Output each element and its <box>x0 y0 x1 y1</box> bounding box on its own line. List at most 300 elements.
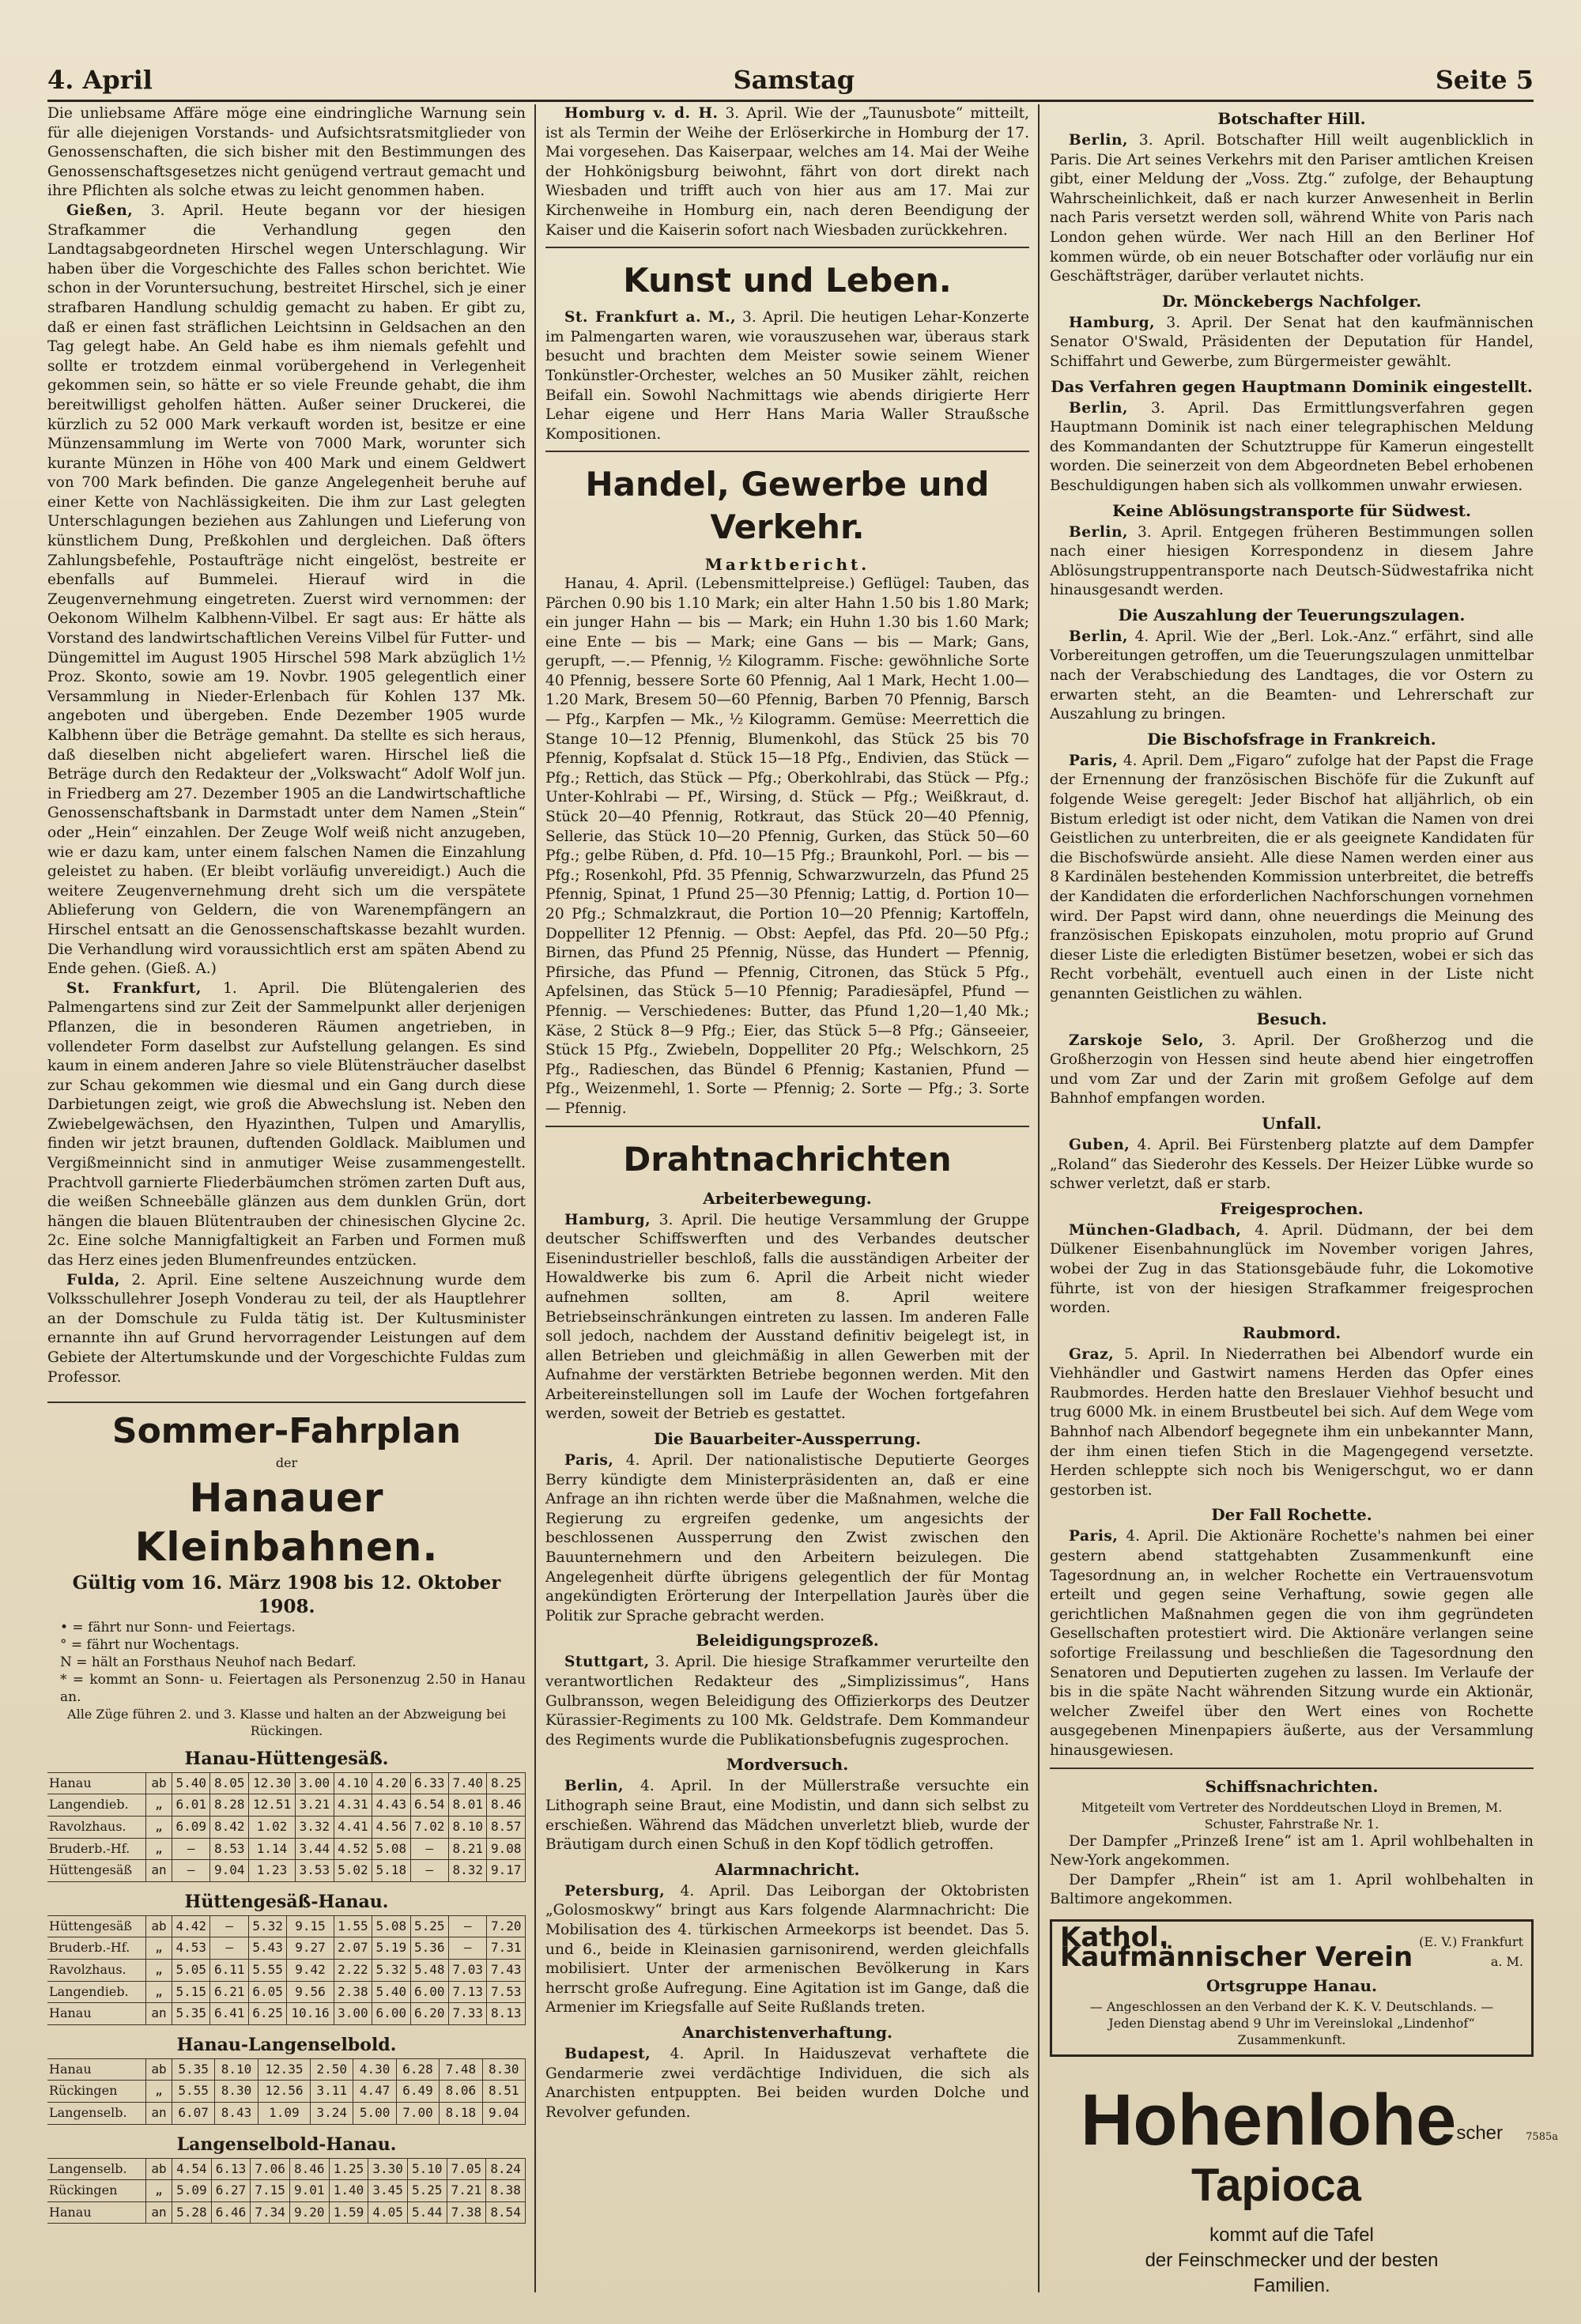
departure-time: 6.00 <box>372 2003 410 2025</box>
article <box>545 2045 1029 2122</box>
divider <box>47 1402 526 1403</box>
departure-time: 5.25 <box>407 2180 447 2202</box>
station-name: Hanau <box>47 2003 146 2025</box>
arrival-marker: „ <box>146 1959 172 1981</box>
departure-time: 5.05 <box>172 1959 210 1981</box>
dateline: Berlin, <box>1069 523 1128 541</box>
article <box>1050 1032 1534 1109</box>
divider <box>545 247 1029 248</box>
departure-time: 7.40 <box>449 1772 487 1794</box>
divider <box>545 451 1029 452</box>
departure-time: — <box>410 1838 448 1860</box>
departure-time: 5.36 <box>410 1937 448 1960</box>
departure-time: 1.09 <box>258 2102 310 2124</box>
advert-number: 7585a <box>1526 2131 1558 2144</box>
timetable-row <box>47 1794 526 1817</box>
advert-slogan: Familien. <box>1253 2275 1330 2297</box>
timetable-row <box>47 1838 526 1860</box>
departure-time: 8.21 <box>449 1838 487 1860</box>
departure-time: 4.43 <box>372 1794 410 1817</box>
column-rule-2 <box>1038 104 1040 2292</box>
dateline: Stuttgart, <box>564 1654 650 1671</box>
departure-time: 8.42 <box>210 1816 248 1838</box>
departure-time: 12.30 <box>248 1772 295 1794</box>
timetable <box>47 1915 526 2025</box>
timetable-row <box>47 1959 526 1981</box>
ship-note: Mitgeteilt vom Vertreter des Norddeutschen Lloyd in Bremen, M. Schuster, Fahrstraße Nr. 1. <box>1081 1799 1503 1832</box>
departure-time: 6.28 <box>396 2058 439 2081</box>
arrival-marker: „ <box>146 1981 172 2003</box>
departure-time: 7.33 <box>449 2003 487 2025</box>
departure-time: — <box>449 1937 487 1960</box>
advert-header <box>1060 1921 1523 1973</box>
article <box>545 1653 1029 1750</box>
departure-time: 7.13 <box>449 1981 487 2003</box>
departure-time: 8.06 <box>440 2081 482 2103</box>
article <box>1050 131 1534 287</box>
dateline: Homburg v. d. H. <box>564 105 719 122</box>
dateline: Berlin, <box>1069 628 1128 645</box>
departure-time: 7.53 <box>487 1981 526 2003</box>
station-name: Hüttengesäß <box>47 1915 146 1937</box>
departure-time: 6.20 <box>410 2003 448 2025</box>
timetable-row <box>47 2081 526 2103</box>
station-name: Hanau <box>47 2201 146 2224</box>
article <box>1050 1345 1534 1501</box>
column-left <box>47 104 526 2292</box>
brand-suffix: scher <box>1456 2122 1503 2144</box>
timetable-heading: Hanau-Langenselbold. <box>176 2034 397 2055</box>
arrival-marker: ab <box>146 1915 172 1937</box>
header-date: 4. April <box>47 65 153 95</box>
article-text: 4. April. Düdmann, der bei dem Dülkener Eisenbahnunglück im November vorigen Jahres, wobei der Zug in das Stationsgebäude fuhr, die Lokomotive führte, ist von der hiesigen Strafkammer freigesprochen worden. <box>1050 1221 1534 1317</box>
departure-time: 5.15 <box>172 1981 210 2003</box>
advert-slogan: kommt auf die Tafel <box>1209 2224 1374 2247</box>
departure-time: 8.57 <box>487 1816 526 1838</box>
departure-time: 8.46 <box>487 1794 526 1817</box>
subheading: Anarchistenverhaftung. <box>682 2022 892 2042</box>
station-name: Rückingen <box>47 2081 146 2103</box>
article <box>1050 314 1534 372</box>
subheading: Unfall. <box>1262 1113 1322 1133</box>
article-text: 4. April. In der Müllerstraße versuchte ein Lithograph seine Braut, eine Modistin, und dann sich selbst zu erschießen. Während das Mädchen unverletzt blieb, wurde der Bräutigam durch einen Schuß in den Kopf tödlich getroffen. <box>545 1778 1029 1854</box>
advert-tapioca <box>1050 2080 1558 2299</box>
arrival-marker: ab <box>146 1772 172 1794</box>
subheading: Der Fall Rochette. <box>1211 1505 1372 1525</box>
departure-time: 7.38 <box>447 2201 486 2224</box>
advert-slogan: der Feinschmecker und der besten <box>1145 2250 1439 2272</box>
dateline: Graz, <box>1069 1345 1115 1363</box>
timetable-row <box>47 1860 526 1882</box>
departure-time: 3.24 <box>311 2102 353 2124</box>
departure-time: 1.25 <box>329 2158 368 2180</box>
departure-time: 7.20 <box>487 1915 526 1937</box>
arrival-marker: „ <box>146 1937 172 1960</box>
article-text: 3. April. Botschafter Hill weilt augenblicklich in Paris. Die Art seines Verkehrs mit den Pariser amtlichen Kreisen gibt, einer Meldung der „Voss. Ztg.“ zufolge, der Behauptung Wahrscheinlichkeit, daß er nach kurzer Anwesenheit in Berlin nach Paris versetzt werden soll, während White von Paris nach London gehen würde. Wer nach Hill an den Berliner Hof kommen würde, ob ein neuer Botschafter oder vorläufig nur ein Geschäftsträger, darüber verlautet nichts. <box>1050 132 1534 285</box>
departure-time: 6.49 <box>396 2081 439 2103</box>
article <box>545 104 1029 240</box>
departure-time: 8.38 <box>486 2180 526 2202</box>
departure-time: 9.42 <box>287 1959 334 1981</box>
timetable-article: der <box>275 1455 298 1471</box>
dateline: Gießen, <box>66 202 134 219</box>
departure-time: 8.10 <box>449 1816 487 1838</box>
departure-time: 7.05 <box>447 2158 486 2180</box>
header-page-number: Seite 5 <box>1435 65 1534 95</box>
departure-time: 7.03 <box>449 1959 487 1981</box>
dateline: Paris, <box>1069 1528 1119 1545</box>
legend-item: N = hält an Forsthaus Neuhof nach Bedarf. <box>60 1654 357 1670</box>
advert-line: Jeden Dienstag abend 9 Uhr im Vereinslokal „Lindenhof“ Zusammenkunft. <box>1108 2016 1475 2048</box>
timetable-row <box>47 2201 526 2224</box>
timetable-tables <box>47 1747 526 2224</box>
departure-time: 7.43 <box>487 1959 526 1981</box>
article-text: 4. April. In Haiduszevat verhaftete die Gendarmerie zwei verdächtige Individuen, die sich als Anarchisten entpuppten. Bei beiden wurden Dolche und Revolver gefunden. <box>545 2045 1029 2121</box>
subheading: Arbeiterbewegung. <box>703 1188 872 1208</box>
dateline: Petersburg, <box>564 1882 666 1900</box>
departure-time: 8.25 <box>487 1772 526 1794</box>
departure-time: 1.14 <box>248 1838 295 1860</box>
departure-time: 3.45 <box>368 2180 408 2202</box>
departure-time: 7.02 <box>410 1816 448 1838</box>
departure-time: 12.51 <box>248 1794 295 1817</box>
timetable-row <box>47 2058 526 2081</box>
departure-time: 9.04 <box>210 1860 248 1882</box>
departure-time: 5.02 <box>334 1860 372 1882</box>
departure-time: — <box>172 1838 210 1860</box>
timetable <box>47 2158 526 2224</box>
timetable-validity: Gültig vom 16. März 1908 bis 12. Oktober 1908. <box>72 1571 501 1617</box>
dateline: Paris, <box>564 1452 614 1469</box>
departure-time: 4.31 <box>334 1794 372 1817</box>
article <box>1050 1221 1534 1319</box>
departure-time: 1.02 <box>248 1816 295 1838</box>
departure-time: 8.13 <box>487 2003 526 2025</box>
subheading: Die Bauarbeiter-Aussperrung. <box>653 1429 922 1449</box>
departure-time: — <box>410 1860 448 1882</box>
departure-time: 6.11 <box>210 1959 248 1981</box>
timetable-row <box>47 2003 526 2025</box>
article-text: 4. April. Bei Fürstenberg platzte auf dem Dampfer „Roland“ das Siederohr des Kessels. Der Heizer Lübke wurde so schwer verletzt, daß er starb. <box>1050 1136 1534 1193</box>
departure-time: 8.28 <box>210 1794 248 1817</box>
advert-kaufmaennischer-verein <box>1050 1919 1534 2057</box>
advert-line: — Angeschlossen an den Verband der K. K. V. Deutschlands. — <box>1089 1999 1494 2015</box>
article-text: 5. April. In Niederrathen bei Albendorf wurde ein Viehhändler und Gastwirt namens Herden das Opfer eines Raubmordes. Herden hatte den Breslauer Viehhof besucht und trug 6000 Mk. in einem Brustbeutel bei sich. Auf dem Wege vom Bahnhof nach Albendorf begegnete ihm ein unbekannter Mann, der ihm einen tiefen Stich in die Magengegend versetzte. Herden schleppte sich noch bis Wenigerschgut, wo er dann gestorben ist. <box>1050 1345 1534 1499</box>
dateline: Guben, <box>1069 1136 1130 1153</box>
arrival-marker: „ <box>146 1794 172 1817</box>
arrival-marker: „ <box>146 2081 172 2103</box>
departure-time: 4.30 <box>353 2058 396 2081</box>
departure-time: 6.27 <box>211 2180 251 2202</box>
departure-time: 5.10 <box>407 2158 447 2180</box>
station-name: Hanau <box>47 1772 146 1794</box>
subheading: Dr. Mönckebergs Nachfolger. <box>1161 291 1422 311</box>
departure-time: 6.09 <box>172 1816 210 1838</box>
dateline: St. Frankfurt, <box>66 979 202 997</box>
departure-time: 5.48 <box>410 1959 448 1981</box>
arrival-marker: an <box>146 1860 172 1882</box>
departure-time: 1.55 <box>334 1915 372 1937</box>
arrival-marker: „ <box>146 1816 172 1838</box>
departure-time: 6.46 <box>211 2201 251 2224</box>
article <box>1050 1136 1534 1194</box>
timetable-row <box>47 2102 526 2124</box>
subheading: Mordversuch. <box>726 1755 849 1775</box>
article <box>47 202 526 979</box>
timetable-row <box>47 2180 526 2202</box>
timetable-heading: Hanau-Hüttengesäß. <box>184 1748 389 1769</box>
departure-time: 4.05 <box>368 2201 408 2224</box>
column-right <box>1050 104 1558 2297</box>
departure-time: 6.13 <box>211 2158 251 2180</box>
departure-time: 8.54 <box>486 2201 526 2224</box>
page-header <box>47 60 1534 102</box>
article <box>1050 1527 1534 1760</box>
column-rule-1 <box>534 104 536 2292</box>
departure-time: 3.11 <box>311 2081 353 2103</box>
departure-time: 2.07 <box>334 1937 372 1960</box>
dateline: Berlin, <box>1069 399 1128 417</box>
dateline: München-Gladbach, <box>1069 1221 1242 1239</box>
departure-time: 4.56 <box>372 1816 410 1838</box>
advert-brand <box>1080 2080 1558 2212</box>
column-middle <box>545 104 1029 2292</box>
arrival-marker: „ <box>146 1838 172 1860</box>
article-text: 3. April. Heute begann vor der hiesigen Strafkammer die Verhandlung gegen den Landtagsabgeordneten Hirschel wegen Unterschlagung. Wir haben über die Vorgeschichte des Falles schon berichtet. Wie schon in der Voruntersuchung, bestreitet Hirschel, sich je einer strafbaren Handlung schuldig gemacht zu haben. Er gibt zu, daß er einen fast sträflichen Leichtsinn in Geldsachen an den Tag gelegt habe. An Geld habe es ihm niemals gefehlt und sollte er trotzdem einmal vorübergehend in Verlegenheit gekommen sein, so hätte er so viele Freunde gehabt, die ihm bereitwilligst geholfen hätten. Außer seiner Druckerei, die kürzlich zu 52 000 Mark verkauft worden ist, besitze er eine Münzensammlung im Werte von 7000 Mark, worunter sich kurante Münzen in Höhe von 400 Mark und einem Geldwert von 700 Mark befinden. Die ganze Angelegenheit beruhe auf einer Kette von Nachlässigkeiten. Die ihm zur Last gelegten Unterschlagungen beziehen aus Zahlungen und Lieferung von künstlichem Dung, Preßkohlen und dergleichen. Daß öfters Zahlungsbefehle, Postaufträge nicht eingelöst, bestreite er ebenfalls auf Bummelei. Hierauf wird in die Zeugenvernehmung eingetreten. Zuerst wird vernommen: der Oekonom Wilhelm Kalbhenn-Vilbel. Er sagt aus: Er hätte als Vorstand des landwirtschaftlichen Vereins Vilbel für Futter- und Düngemittel im August 1905 Hirschel 598 Mark abzüglich 1½ Proz. Skonto, sowie am 19. Novbr. 1905 gelegentlich einer Versammlung in Nieder-Erlenbach für Kohlen 137 Mk. angeboten und übergeben. Ende Dezember 1905 wurde Kalbhenn über die Beträge gemahnt. Da stellte es sich heraus, daß dieselben nicht abgeliefert waren. Hirschel ließ die Beträge durch den Redakteur der „Volkswacht“ Adolf Wolf jun. in Friedberg am 27. Dezember 1905 an die Landwirtschaftliche Genossenschaftsbank in Darmstadt unter dem Namen „Stein“ oder „Hein“ einzahlen. Der Zeuge Wolf weiß nicht anzugeben, wie er dazu kam, unter einem falschen Namen die Einzahlung geleistet zu haben. (Er bleibt vorläufig unvereidigt.) Auch die weitere Zeugenvernehmung dreht sich um die verspätete Ablieferung von Geldern, die von Warenempfängern an Hirschel entsatt an die Genossenschaftskasse bezahlt wurden. Die Verhandlung wird voraussichtlich erst am späten Abend zu Ende gehen. (Gieß. A.) <box>47 202 526 978</box>
departure-time: 9.17 <box>487 1860 526 1882</box>
departure-time: 8.30 <box>482 2058 525 2081</box>
departure-time: 5.25 <box>410 1915 448 1937</box>
departure-time: 5.32 <box>248 1915 286 1937</box>
departure-time: 8.46 <box>289 2158 329 2180</box>
departure-time: 5.08 <box>372 1838 410 1860</box>
station-name: Langenselb. <box>47 2158 146 2180</box>
departure-time: 7.00 <box>396 2102 439 2124</box>
article-text: 1. April. Die Blütengalerien des Palmengartens sind zur Zeit der Sammelpunkt aller derjenigen Pflanzen, die in besonderen Räumen angetrieben, in vollendeter Form daselbst zur Aufstellung gelangen. Es sind kaum in einem anderen Jahre so viele Blütensträucher daselbst zur Schau gekommen wie diesmal und ein Gang durch diese Darbietungen zeigt, wie groß die Abwechslung ist. Neben den Zwiebelgewächsen, den Hyazinthen, Tulpen und Amaryllis, finden wir jetzt braunen, duftenden Goldlack. Maiblumen und Vergißmeinnicht sind in anmutiger Weise zusammengestellt. Prachtvoll garnierte Fliederbäumchen strömen zarten Duft aus, die weißen Schneebälle glänzen aus dem dunklen Grün, dort hängen die blauen Blütentrauben der chinesischen Glycine 2c. 2c. Eine solche Mannigfaltigkeit an Farben und Formen muß das Herz eines jeden Blumenfreundes entzücken. <box>47 979 526 1270</box>
dateline: Hamburg, <box>564 1211 651 1228</box>
station-name: Bruderb.-Hf. <box>47 1838 146 1860</box>
departure-time: 3.44 <box>296 1838 334 1860</box>
advert-location: (E. V.) Frankfurt a. M. <box>1419 1934 1523 1969</box>
departure-time: 5.43 <box>248 1937 286 1960</box>
departure-time: 7.06 <box>251 2158 290 2180</box>
timetable-row <box>47 1816 526 1838</box>
timetable-heading: Langenselbold-Hanau. <box>176 2133 397 2155</box>
departure-time: 1.40 <box>329 2180 368 2202</box>
departure-time: 9.27 <box>287 1937 334 1960</box>
timetable-row <box>47 1981 526 2003</box>
article <box>545 1451 1029 1626</box>
section-heading: Drahtnachrichten <box>623 1139 952 1179</box>
departure-time: 5.09 <box>172 2180 212 2202</box>
departure-time: 9.04 <box>482 2102 525 2124</box>
article <box>1050 628 1534 725</box>
departure-time: 4.10 <box>334 1772 372 1794</box>
article-text: 3. April. Wie der „Taunusbote“ mitteilt, ist als Termin der Weihe der Erlöserkirche in Homburg der 17. Mai vorgesehen. Das Kaiserpaar, welches am 14. Mai der Weihe der Hohkönigsburg beiwohnt, fährt von dort direkt nach Wiesbaden und trifft auch von hier aus am 17. Mai zur Kirchenweihe in Homburg ein, nach deren Beendigung der Kaiser und die Kaiserin sofort nach Wiesbaden zurückkehren. <box>545 105 1029 239</box>
article-text: 4. April. Dem „Figaro“ zufolge hat der Papst die Frage der Ernennung der französischen Bischöfe für die Zukunft auf folgende Weise geregelt: Jeder Bischof hat alljährlich, ob ein Bistum erledigt ist oder nicht, dem Vatikan die Namen von drei Geistlichen zu unterbreiten, die er als geeignete Kandidaten für die Bischofswürde ansieht. Alle diese Namen werden einer aus 8 Kardinälen bestehenden Kommission unterbreitet, die betreffs der Kandidaten die erforderlichen Nachforschungen vornehmen wird. Der Papst wird dann, ohne neuerdings die Meinung des französischen Episkopats einzuholen, motu proprio auf Grund dieser Liste die erledigten Bistümer besetzen, wobei er sich das Recht vorbehält, eventuell auch einen in der Liste nicht genannten Geistlichen zu wählen. <box>1050 752 1534 1002</box>
departure-time: 6.33 <box>410 1772 448 1794</box>
departure-time: — <box>172 1860 210 1882</box>
arrival-marker: „ <box>146 2180 172 2202</box>
departure-time: 5.40 <box>372 1981 410 2003</box>
timetable-note: Alle Züge führen 2. und 3. Klasse und halten an der Abzweigung bei Rückingen. <box>67 1706 506 1738</box>
departure-time: 9.08 <box>487 1838 526 1860</box>
timetable-legend <box>47 1619 526 1706</box>
departure-time: 3.32 <box>296 1816 334 1838</box>
subheading: Keine Ablösungstransporte für Südwest. <box>1112 500 1471 520</box>
subheading: Botschafter Hill. <box>1217 109 1366 128</box>
departure-time: 6.01 <box>172 1794 210 1817</box>
departure-time: 5.35 <box>172 2058 215 2081</box>
departure-time: 9.56 <box>287 1981 334 2003</box>
article-text: Der Dampfer „Rhein“ ist am 1. April wohlbehalten in Baltimore angekommen. <box>1050 1871 1534 1908</box>
arrival-marker: an <box>146 2003 172 2025</box>
timetable <box>47 1772 526 1882</box>
article-text: 3. April. Die hiesige Strafkammer verurteilte den verantwortlichen Redakteur des „Simplizissimus“, Hans Gulbransson, wegen Beleidigung des Offizierkorps des Deutzer Kürassier-Regiments zu 100 Mk. Geldstrafe. Dem Kommandeur des Regiments wurde die Publikationsbefugnis zugesprochen. <box>545 1654 1029 1749</box>
article-text: 3. April. Der Großherzog und die Großherzogin von Hessen sind heute abend hier eingetroffen und vom Zar und der Zarin mit großem Gefolge auf dem Bahnhof empfangen worden. <box>1050 1032 1534 1107</box>
departure-time: 4.41 <box>334 1816 372 1838</box>
departure-time: 7.48 <box>440 2058 482 2081</box>
timetable-row <box>47 2158 526 2180</box>
departure-time: 4.20 <box>372 1772 410 1794</box>
departure-time: 2.50 <box>311 2058 353 2081</box>
article-text: 3. April. Entgegen früheren Bestimmungen sollen nach einer hiesigen Korrespondenz in diesem Jahre Ablösungstruppentransporte nach Deutsch-Südwestafrika nicht hinausgesandt werden. <box>1050 523 1534 599</box>
departure-time: 8.10 <box>215 2058 258 2081</box>
departure-time: 4.53 <box>172 1937 210 1960</box>
subheading: Die Auszahlung der Teuerungszulagen. <box>1118 605 1466 624</box>
station-name: Hüttengesäß <box>47 1860 146 1882</box>
departure-time: 5.19 <box>372 1937 410 1960</box>
article-text: 3. April. Die heutige Versammlung der Gruppe deutscher Schiffswerften und des Verbandes deutscher Eisenindustrieller beschloß, falls die ausständigen Arbeiter der Howaldwerke bis zum 6. April die Arbeit nicht wieder aufnehmen sollten, am 8. April weitere Betriebseinschränkungen eintreten zu lassen. Im anderen Falle soll jedoch, nachdem der Ausstand definitiv beigelegt ist, in allen Betrieben und gleichmäßig in allen Gewerben mit der Aufnahme der verstärkten Betriebe begonnen werden. Mit den Arbeitereinstellungen soll im Laufe der Wochen fortgefahren werden, soweit der Betrieb es gestattet. <box>545 1211 1029 1423</box>
legend-item: • = fährt nur Sonn- und Feiertags. <box>60 1619 296 1635</box>
article-text: 4. April. Die Aktionäre Rochette's nahmen bei einer gestern abend stattgehabten Zusammenkunft eine Tagesordnung an, in welcher Rochette ein Vertrauensvotum erteilt und gegen seine Verhaftung, sowie gegen alle gerichtlichen Maßnahmen gegen die von ihm gegründeten Gesellschaften protestiert wird. Die Aktionäre verlangen seine sofortige Freilassung und beschließen die Tagesordnung den Senatoren und Deputierten zugehen zu lassen. Im Verlaufe der bis in die späte Nacht währenden Sitzung wurde ein Aktionär, welcher Zweifel über den Wert eines von Rochette ausgegebenen Minenpapiers äußerte, aus der Versammlung hinausgewiesen. <box>1050 1528 1534 1759</box>
header-weekday: Samstag <box>733 65 855 95</box>
departure-time: 8.43 <box>215 2102 258 2124</box>
departure-time: 8.24 <box>486 2158 526 2180</box>
departure-time: 6.05 <box>248 1981 286 2003</box>
arrival-marker: an <box>146 2201 172 2224</box>
arrival-marker: ab <box>146 2058 172 2081</box>
article <box>47 979 526 1271</box>
departure-time: 7.15 <box>251 2180 290 2202</box>
departure-time: 6.00 <box>410 1981 448 2003</box>
departure-time: 1.23 <box>248 1860 295 1882</box>
departure-time: 8.05 <box>210 1772 248 1794</box>
product-name: Tapioca <box>1190 2160 1361 2212</box>
departure-time: 8.30 <box>215 2081 258 2103</box>
section-heading: Kunst und Leben. <box>623 261 952 300</box>
article <box>1050 752 1534 1005</box>
departure-time: 4.47 <box>353 2081 396 2103</box>
dateline: Berlin, <box>1069 132 1128 149</box>
departure-time: 6.54 <box>410 1794 448 1817</box>
article <box>545 308 1029 444</box>
departure-time: 5.55 <box>248 1959 286 1981</box>
departure-time: 7.21 <box>447 2180 486 2202</box>
timetable-heading: Hüttengesäß-Hanau. <box>184 1891 389 1912</box>
departure-time: 3.00 <box>296 1772 334 1794</box>
advert-subtitle: Ortsgruppe Hanau. <box>1206 1976 1378 1996</box>
article <box>47 1271 526 1388</box>
subheading: Freigesprochen. <box>1220 1198 1364 1218</box>
subheading: Das Verfahren gegen Hauptmann Dominik eingestellt. <box>1051 376 1533 396</box>
departure-time: 5.44 <box>407 2201 447 2224</box>
departure-time: 8.18 <box>440 2102 482 2124</box>
departure-time: 5.40 <box>172 1772 210 1794</box>
dateline: Hamburg, <box>1069 314 1156 331</box>
departure-time: 3.53 <box>296 1860 334 1882</box>
departure-time: 5.08 <box>372 1915 410 1937</box>
dateline: Fulda, <box>66 1271 120 1288</box>
departure-time: 6.07 <box>172 2102 215 2124</box>
departure-time: 8.51 <box>482 2081 525 2103</box>
article <box>545 1882 1029 2018</box>
departure-time: 5.35 <box>172 2003 210 2025</box>
station-name: Ravolzhaus. <box>47 1816 146 1838</box>
article-text: 3. April. Das Ermittlungsverfahren gegen Hauptmann Dominik ist nach einer telegraphischen Meldung des Kommandanten der Schutztruppe für Kamerun eingestellt worden. Die seinerzeit von dem Abgeordneten Bebel erhobenen Beschuldigungen haben sich als vollkommen unwahr erwiesen. <box>1050 399 1534 494</box>
departure-time: 7.34 <box>251 2201 290 2224</box>
subheading: Besuch. <box>1256 1009 1327 1028</box>
timetable-row <box>47 1772 526 1794</box>
dateline: Budapest, <box>564 2045 651 2062</box>
article <box>1050 399 1534 496</box>
article-text: 3. April. Der Senat hat den kaufmännischen Senator O'Swald, Präsidenten der Deputation für Handel, Schiffahrt und Gewerbe, zum Bürgermeister gewählt. <box>1050 314 1534 370</box>
departure-time: 5.55 <box>172 2081 215 2103</box>
departure-time: 9.15 <box>287 1915 334 1937</box>
subheading: Alarmnachricht. <box>715 1859 860 1879</box>
departure-time: — <box>449 1915 487 1937</box>
station-name: Langenselb. <box>47 2102 146 2124</box>
departure-time: 6.41 <box>210 2003 248 2025</box>
subheading: Beleidigungsprozeß. <box>696 1631 879 1651</box>
article-text: Der Dampfer „Prinzeß Irene“ ist am 1. April wohlbehalten in New-York angekommen. <box>1050 1832 1534 1869</box>
departure-time: 12.35 <box>258 2058 310 2081</box>
departure-time: 7.31 <box>487 1937 526 1960</box>
station-name: Rückingen <box>47 2180 146 2202</box>
article-text: 4. April. Das Leiborgan der Oktobristen „Golosmoskwy“ bringt aus Kars folgende Alarmnachricht: Die Mobilisation des 4. türkischen Armeekorps ist beendet. Das 5. und 6., beide in Kleinasien garnisonirend, werden gleichfalls mobilisiert. Unter der armenischen Bevölkerung in Kars herrscht große Aufregung. Eine Agitation ist im Gange, daß die Armenier im Kriegsfalle auf Seite Rußlands treten. <box>545 1882 1029 2017</box>
departure-time: 8.53 <box>210 1838 248 1860</box>
departure-time: — <box>210 1915 248 1937</box>
station-name: Bruderb.-Hf. <box>47 1937 146 1960</box>
departure-time: 5.00 <box>353 2102 396 2124</box>
departure-time: 1.59 <box>329 2201 368 2224</box>
station-name: Hanau <box>47 2058 146 2081</box>
departure-time: 8.01 <box>449 1794 487 1817</box>
station-name: Langendieb. <box>47 1981 146 2003</box>
legend-item: ° = fährt nur Wochentags. <box>60 1636 240 1653</box>
departure-time: 12.56 <box>258 2081 310 2103</box>
departure-time: 8.32 <box>449 1860 487 1882</box>
dateline: Zarskoje Selo, <box>1069 1032 1205 1049</box>
dateline: Paris, <box>1069 752 1119 769</box>
article <box>1050 523 1534 601</box>
departure-time: 3.21 <box>296 1794 334 1817</box>
article-text: Hanau, 4. April. (Lebensmittelpreise.) Geflügel: Tauben, das Pärchen 0.90 bis 1.10 Mark; ein alter Hahn 1.50 bis 1.80 Mark; ein junger Hahn — bis — Mark; ein Huhn 1.30 bis 1.60 Mark; eine Ente — bis — Mark; eine Gans — bis — Mark; Gans, gerupft, —.— Pfennig, ½ Kilogramm. Fische: gewöhnliche Sorte 40 Pfennig, bessere Sorte 60 Pfennig, Aal 1 Mark, Hecht 1.00—1.20 Mark, Bresem 50—60 Pfennig, Barben 70 Pfennig, Barsch — Pfg., Karpfen — Mk., ½ Kilogramm. Gemüse: Meerrettich die Stange 10—12 Pfennig, Blumenkohl, das Stück 25 bis 70 Pfennig, Kopfsalat d. Stück 15—18 Pfg., Endivien, das Stück — Pfg.; Rettich, das Stück — Pfg.; Oberkohlrabi, das Stück — Pfg.; Unter-Kohlrabi — Pf., Wirsing, d. Stück — Pfg.; Weißkraut, d. Stück 20—40 Pfennig, Rotkraut, das Stück 20—40 Pfennig, Sellerie, das Stück 10—20 Pfennig, Gurken, das Stück 50—60 Pfg.; gelbe Rüben, d. Pfd. 10—15 Pfg.; Braunkohl, Porl. — bis — Pfg.; Rosenkohl, Pfd. 35 Pfennig, Schwarzwurzeln, das Pfund 25 Pfennig, Spinat, 1 Pfund 25—30 Pfennig; Lattig, d. Portion 10—20 Pfg.; Schmalzkraut, die Portion 10—20 Pfennig; Kartoffeln, Doppelliter 12 Pfennig. — Obst: Aepfel, das Pfd. 20—50 Pfg.; Birnen, das Pfund 25 Pfennig, Nüsse, das Hundert — Pfennig, Pfirsiche, das Pfund — Pfennig, Citronen, das Stück 5 Pfg., Apfelsinen, das Stück 5—10 Pfennig; Paradiesäpfel, Pfund — Pfennig. — Verschiedenes: Butter, das Pfund 1,20—1,40 Mk.; Käse, 2 Stück 8—9 Pfg.; Eier, das Stück 5—8 Pfg.; Gänseeier, Stück 15 Pfg., Zwiebeln, Doppelliter 20 Pfg.; Welschkorn, 25 Pfg., Radieschen, das Bündel 6 Pfennig; Kastanien, Pfund — Pfg., Weizenmehl, 1. Sorte — Pfennig; 2. Sorte — Pfg.; 3. Sorte — Pfennig. <box>545 575 1029 1117</box>
timetable <box>47 2058 526 2125</box>
article-text: 4. April. Wie der „Berl. Lok.-Anz.“ erfährt, sind alle Vorbereitungen getroffen, um die Teuerungszulagen unmittelbar nach der Verabschiedung des Landtages, die vor Ostern zu erwarten steht, an die Beamten- und Lehrerschaft zur Auszahlung zu bringen. <box>1050 628 1534 723</box>
subheading: Marktbericht. <box>704 555 870 575</box>
departure-time: — <box>210 1937 248 1960</box>
article <box>545 1211 1029 1425</box>
subheading: Raubmord. <box>1242 1322 1341 1342</box>
departure-time: 4.54 <box>172 2158 212 2180</box>
departure-time: 2.38 <box>334 1981 372 2003</box>
article-text: 4. April. Der nationalistische Deputierte Georges Berry kündigte dem Ministerpräsidenten an, daß er eine Anfrage an ihn richten werde über die Maßnahmen, welche die Regierung zu ergreifen gedenke, um angesichts der beschlossenen Aussperrung den Zwist zwischen den Bauunternehmern und den Arbeitern beizulegen. Die Angelegenheit dürfte übrigens gelegentlich der für Montag angekündigten Erörterung der Interpellation Jaurès über die Politik zur Sprache gebracht werden. <box>545 1452 1029 1624</box>
station-name: Ravolzhaus. <box>47 1959 146 1981</box>
timetable-row <box>47 1915 526 1937</box>
departure-time: 2.22 <box>334 1959 372 1981</box>
departure-time: 5.32 <box>372 1959 410 1981</box>
